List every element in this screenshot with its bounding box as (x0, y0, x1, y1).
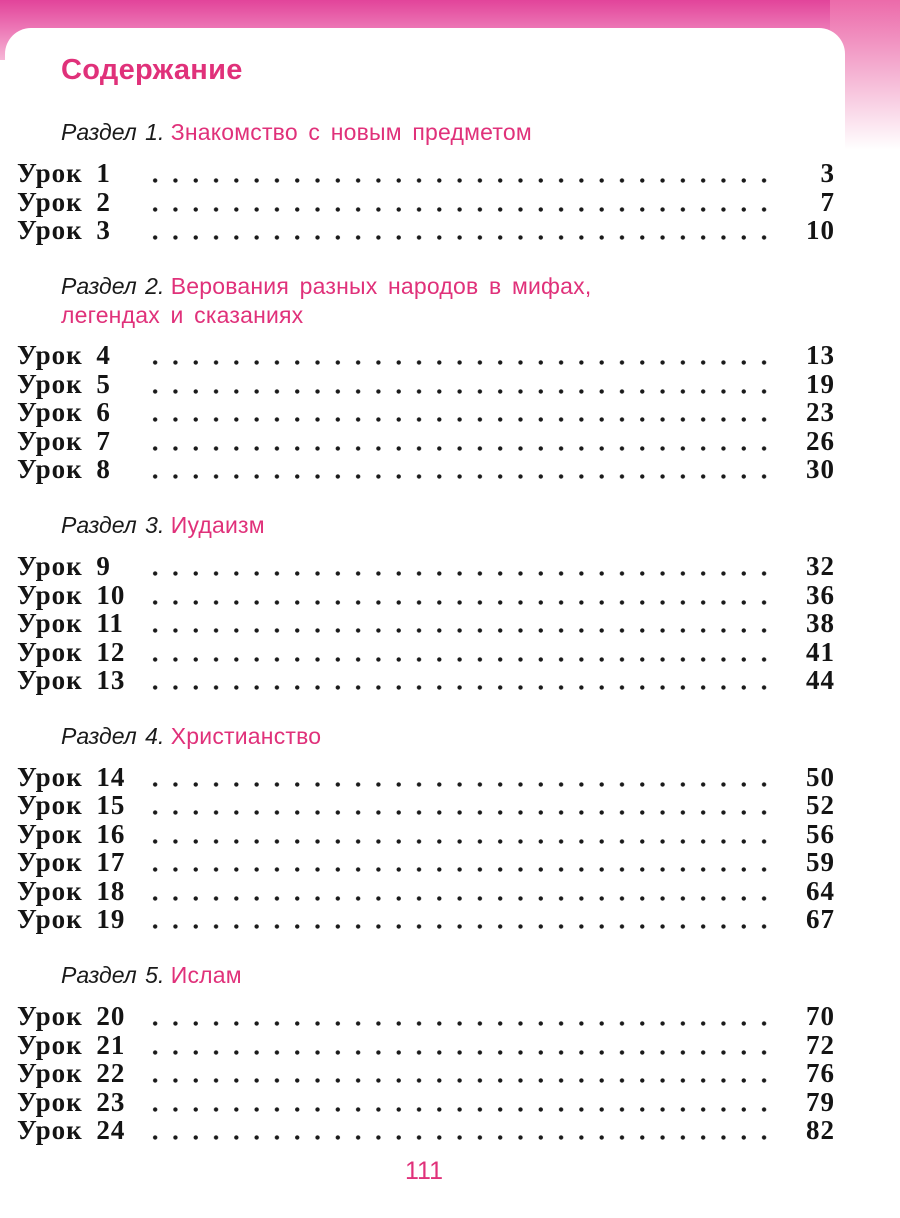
lesson-label: Урок 1 (17, 158, 111, 188)
leader-dots (145, 234, 777, 241)
section-title-line-2: легендах и сказаниях (61, 302, 304, 328)
leader-dots (145, 656, 777, 663)
page-number: 10 (806, 215, 835, 245)
toc-entry[interactable] (17, 581, 835, 610)
toc-entry[interactable] (17, 791, 835, 820)
leader-dots (145, 1106, 777, 1113)
section-heading-1 (61, 118, 801, 147)
page-number: 44 (806, 665, 835, 695)
section-title: Христианство (170, 723, 322, 749)
page-number: 76 (806, 1058, 835, 1088)
page-number: 38 (806, 608, 835, 638)
toc-entry[interactable] (17, 666, 835, 695)
toc-entry[interactable] (17, 1031, 835, 1060)
toc-entry[interactable] (17, 1116, 835, 1145)
lesson-label: Урок 10 (17, 580, 126, 610)
section-heading-2 (61, 272, 801, 330)
lesson-label: Урок 8 (17, 454, 111, 484)
lesson-label: Урок 15 (17, 790, 126, 820)
section-label: Раздел 5. (61, 962, 165, 988)
page-number: 23 (806, 397, 835, 427)
toc-entry[interactable] (17, 370, 835, 399)
page-number: 82 (806, 1115, 835, 1145)
lesson-label: Урок 12 (17, 637, 126, 667)
leader-dots (145, 1049, 777, 1056)
section-title: Иудаизм (170, 512, 265, 538)
toc-entry[interactable] (17, 341, 835, 370)
leader-dots (145, 923, 777, 930)
toc-entry[interactable] (17, 609, 835, 638)
toc-entry[interactable] (17, 188, 835, 217)
page-number: 41 (806, 637, 835, 667)
section-heading-4 (61, 722, 801, 751)
toc-entry[interactable] (17, 848, 835, 877)
lesson-label: Урок 5 (17, 369, 111, 399)
leader-dots (145, 359, 777, 366)
toc-entry[interactable] (17, 1059, 835, 1088)
toc-entry[interactable] (17, 552, 835, 581)
lesson-label: Урок 14 (17, 762, 126, 792)
page-number: 50 (806, 762, 835, 792)
toc-entry[interactable] (17, 1002, 835, 1031)
page-number: 79 (806, 1087, 835, 1117)
page-number: 72 (806, 1030, 835, 1060)
page-number: 26 (806, 426, 835, 456)
lesson-label: Урок 20 (17, 1001, 126, 1031)
page-number: 3 (820, 158, 835, 188)
toc-entry[interactable] (17, 877, 835, 906)
lesson-label: Урок 4 (17, 340, 111, 370)
leader-dots (145, 781, 777, 788)
toc-entry[interactable] (17, 763, 835, 792)
lesson-label: Урок 7 (17, 426, 111, 456)
lesson-label: Урок 23 (17, 1087, 126, 1117)
page-number: 32 (806, 551, 835, 581)
page-number: 59 (806, 847, 835, 877)
page-number: 7 (820, 187, 835, 217)
leader-dots (145, 866, 777, 873)
lesson-label: Урок 11 (17, 608, 124, 638)
leader-dots (145, 1020, 777, 1027)
toc-entry[interactable] (17, 820, 835, 849)
lesson-label: Урок 6 (17, 397, 111, 427)
leader-dots (145, 570, 777, 577)
section-label: Раздел 3. (61, 512, 165, 538)
leader-dots (145, 416, 777, 423)
leader-dots (145, 388, 777, 395)
toc-entry[interactable] (17, 1088, 835, 1117)
page-folio: 111 (404, 1157, 443, 1185)
lesson-label: Урок 22 (17, 1058, 126, 1088)
page-number: 56 (806, 819, 835, 849)
leader-dots (145, 473, 777, 480)
leader-dots (145, 809, 777, 816)
page-number: 13 (806, 340, 835, 370)
toc-entry[interactable] (17, 216, 835, 245)
lesson-label: Урок 21 (17, 1030, 126, 1060)
lesson-label: Урок 17 (17, 847, 126, 877)
section-title: Ислам (170, 962, 242, 988)
page-number: 64 (806, 876, 835, 906)
toc-entry[interactable] (17, 398, 835, 427)
toc-entry[interactable] (17, 638, 835, 667)
section-label: Раздел 4. (61, 723, 165, 749)
toc-title: Содержание (61, 54, 243, 86)
lesson-label: Урок 16 (17, 819, 126, 849)
lesson-label: Урок 13 (17, 665, 126, 695)
leader-dots (145, 838, 777, 845)
leader-dots (145, 1134, 777, 1141)
leader-dots (145, 445, 777, 452)
page-number: 19 (806, 369, 835, 399)
page-number: 36 (806, 580, 835, 610)
lesson-label: Урок 24 (17, 1115, 126, 1145)
section-title: Верования разных народов в мифах, (170, 273, 592, 299)
leader-dots (145, 895, 777, 902)
lesson-label: Урок 18 (17, 876, 126, 906)
leader-dots (145, 177, 777, 184)
toc-entry[interactable] (17, 455, 835, 484)
leader-dots (145, 206, 777, 213)
page-number: 30 (806, 454, 835, 484)
lesson-label: Урок 9 (17, 551, 111, 581)
page-number: 70 (806, 1001, 835, 1031)
section-title: Знакомство с новым предметом (170, 119, 532, 145)
lesson-label: Урок 2 (17, 187, 111, 217)
page-number: 67 (806, 904, 835, 934)
section-heading-3 (61, 511, 801, 540)
section-label: Раздел 1. (61, 119, 165, 145)
section-heading-5 (61, 961, 801, 990)
leader-dots (145, 599, 777, 606)
toc-entry[interactable] (17, 427, 835, 456)
lesson-label: Урок 3 (17, 215, 111, 245)
leader-dots (145, 684, 777, 691)
page-number: 52 (806, 790, 835, 820)
section-label: Раздел 2. (61, 273, 165, 299)
toc-entry[interactable] (17, 159, 835, 188)
leader-dots (145, 1077, 777, 1084)
lesson-label: Урок 19 (17, 904, 126, 934)
leader-dots (145, 627, 777, 634)
toc-entry[interactable] (17, 905, 835, 934)
